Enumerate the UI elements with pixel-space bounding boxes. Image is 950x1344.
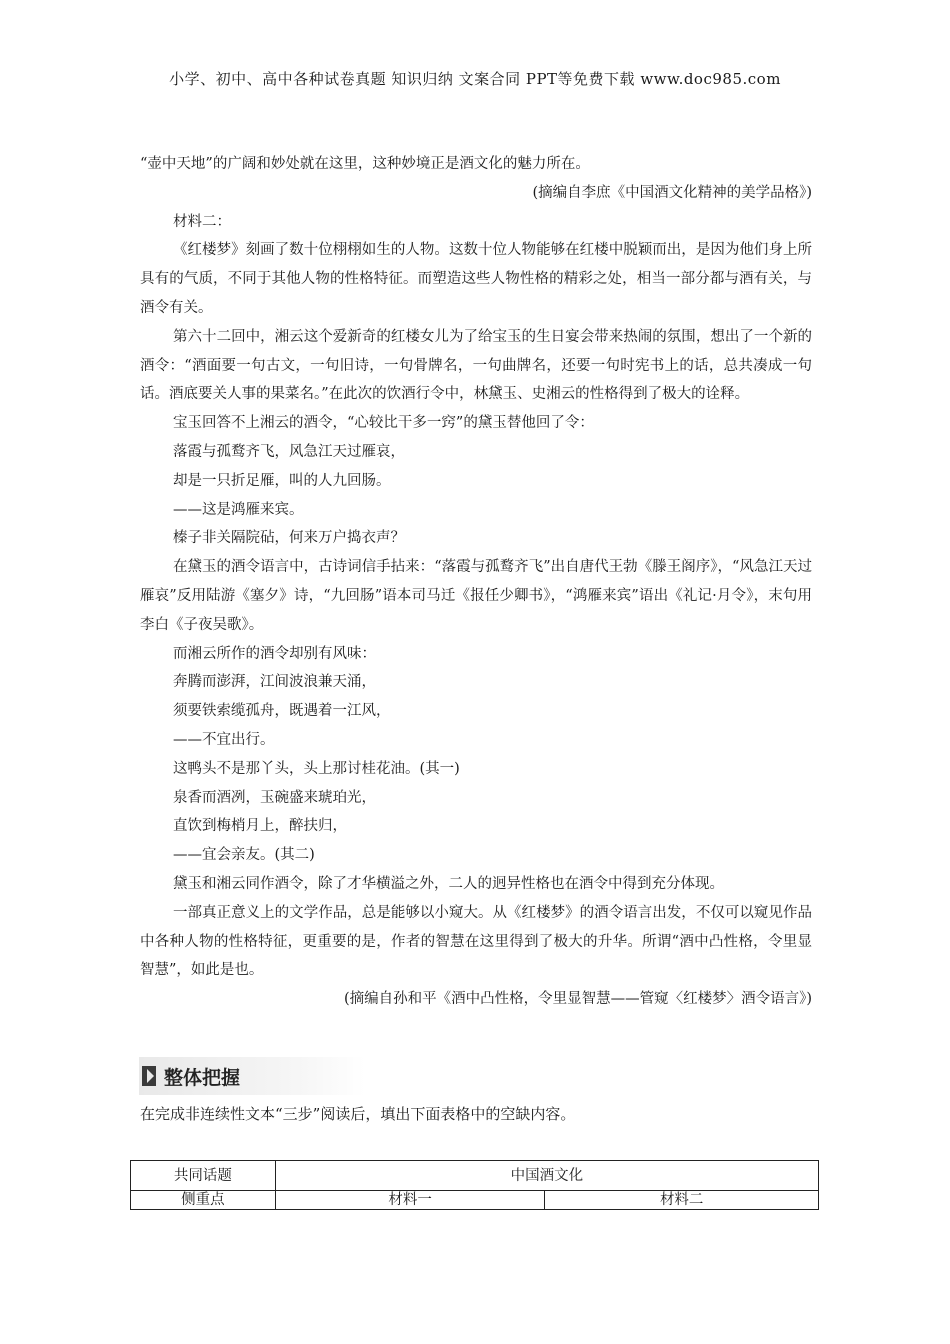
poem-line: 却是一只折足雁，叫的人九回肠。 <box>173 472 391 489</box>
page-header: 小学、初中、高中各种试卷真题 知识归纳 文案合同 PPT等免费下载 www.doc985.com <box>169 70 781 88</box>
table-cell-topic-label: 共同话题 <box>131 1161 276 1191</box>
paragraph: 在黛玉的酒令语言中，古诗词信手拈来：“落霞与孤鹜齐飞”出自唐代王勃《滕王阁序》，“风急江天过雁哀”反用陆游《塞夕》诗，“九回肠”语本司马迁《报任少卿书》，“鸿雁来宾”语出《礼记·月令》，末句用李白《子夜吴歌》。 <box>140 559 812 633</box>
poem-line: 直饮到梅梢月上，醉扶归， <box>173 818 347 835</box>
paragraph: 一部真正意义上的文学作品，总是能够以小窥大。从《红楼梦》的酒令语言出发，不仅可以窥见作品中各种人物的性格特征，更重要的是，作者的智慧在这里得到了极大的升华。所谓“酒中凸性格，令里显智慧”，如此是也。 <box>140 904 812 979</box>
poem-line: 泉香而酒冽，玉碗盛来琥珀光， <box>173 789 376 806</box>
poem-line: 榛子非关隔院砧，何来万户捣衣声？ <box>173 530 405 547</box>
section-marker-icon <box>142 1066 156 1086</box>
table-row <box>131 1191 819 1210</box>
source-citation-1: (摘编自李庶《中国酒文化精神的美学品格》) <box>532 184 812 201</box>
article-body <box>140 150 812 1014</box>
source-citation-2: (摘编自孙和平《酒中凸性格，令里显智慧——管窥〈红楼梦〉酒令语言》) <box>343 991 812 1008</box>
poem-line: 奔腾而澎湃，江间波浪兼天涌， <box>173 674 376 691</box>
summary-table <box>130 1160 819 1210</box>
poem-line: ——宜会亲友。(其二) <box>173 847 315 864</box>
paragraph: 第六十二回中，湘云这个爱新奇的红楼女儿为了给宝玉的生日宴会带来热闹的氛围，想出了一个新的酒令：“酒面要一句古文，一句旧诗，一句骨牌名，一句曲牌名，还要一句时宪书上的话，总共凑成一句话。酒底要关人事的果菜名。”在此次的饮酒行令中，林黛玉、史湘云的性格得到了极大的诠释。 <box>140 328 812 403</box>
table-cell-topic-value: 中国酒文化 <box>275 1161 818 1191</box>
paragraph: 宝玉回答不上湘云的酒令，“心较比干多一窍”的黛玉替他回了令： <box>173 415 594 432</box>
instruction-text: 在完成非连续性文本“三步”阅读后，填出下面表格中的空缺内容。 <box>140 1105 576 1123</box>
poem-line: 这鸭头不是那丫头，头上那讨桂花油。(其一) <box>173 760 460 777</box>
poem-line: ——这是鸿雁来宾。 <box>173 501 304 518</box>
paragraph: 黛玉和湘云同作酒令，除了才华横溢之外，二人的迥异性格也在酒令中得到充分体现。 <box>173 875 724 892</box>
table-cell-material-two: 材料二 <box>545 1191 819 1210</box>
material-two-label: 材料二： <box>173 213 231 230</box>
table-cell-material-one: 材料一 <box>275 1191 545 1210</box>
poem-line: 落霞与孤鹜齐飞，风急江天过雁哀， <box>173 443 405 460</box>
section-title: 整体把握 <box>164 1066 241 1089</box>
paragraph: 而湘云所作的酒令却别有风味： <box>173 645 376 662</box>
poem-line: ——不宜出行。 <box>173 731 275 748</box>
table-cell-focus-label: 侧重点 <box>131 1191 276 1210</box>
table-row <box>131 1161 819 1191</box>
poem-line: 须要铁索缆孤舟，既遇着一江风， <box>173 703 391 720</box>
intro-paragraph: “壶中天地”的广阔和妙处就在这里，这种妙境正是酒文化的魅力所在。 <box>140 156 590 172</box>
paragraph: 《红楼梦》刻画了数十位栩栩如生的人物。这数十位人物能够在红楼中脱颖而出，是因为他们身上所具有的气质，不同于其他人物的性格特征。而塑造这些人物性格的精彩之处，相当一部分都与酒有关，与酒令有关。 <box>140 242 812 316</box>
section-heading <box>139 1057 365 1095</box>
